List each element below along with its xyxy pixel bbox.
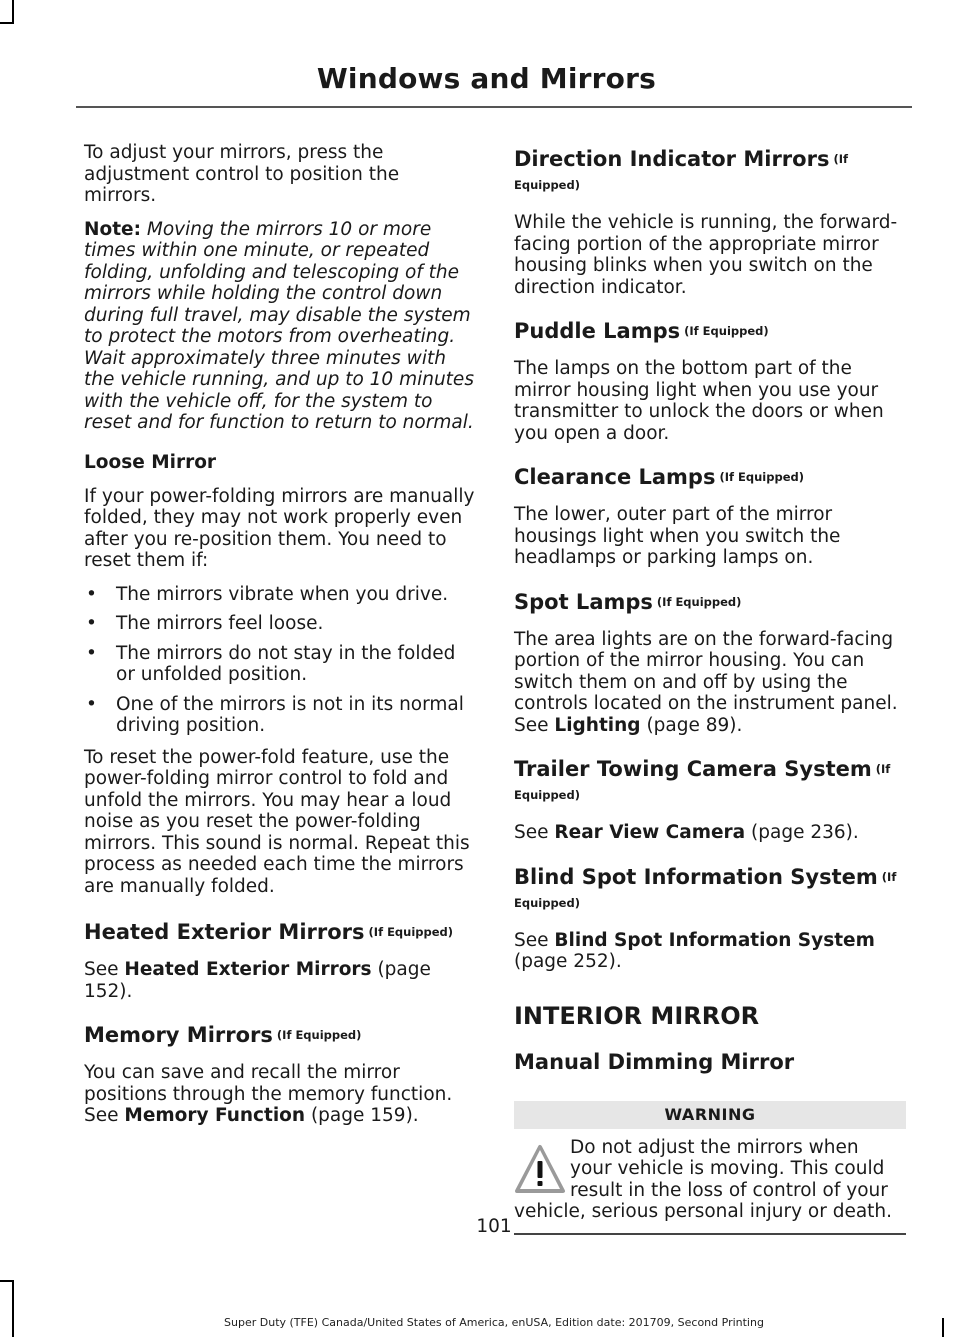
blind-spot-heading: Blind Spot Information System (If Equipped) [514, 864, 897, 910]
direction-indicator-heading: Direction Indicator Mirrors (If Equipped) [514, 147, 848, 192]
memory-function-link[interactable]: Memory Function [124, 1105, 306, 1126]
manual-dimming-heading: Manual Dimming Mirror [514, 1049, 795, 1074]
reset-conditions-list [84, 584, 476, 737]
heated-mirrors-paragraph: See Heated Exterior Mirrors (page 152). [84, 959, 431, 1002]
rear-view-camera-link[interactable]: Rear View Camera [554, 822, 746, 843]
warning-body [514, 1129, 906, 1223]
clearance-lamps-paragraph: The lower, outer part of the mirror housings light when you switch the headlamps or parking lamps on. [514, 504, 841, 568]
bullet-icon: • [86, 693, 97, 715]
heated-mirrors-link[interactable]: Heated Exterior Mirrors [124, 959, 372, 980]
trailer-camera-heading: Trailer Towing Camera System (If Equipped) [514, 757, 891, 802]
note-text: Moving the mirrors 10 or more times within one minute, or repeated folding, unfolding and telescoping of the mirrors while holding the control down during full travel, may disable the system to protect the motors from overheating. Wait approximately three minutes with the vehicle running, and up to 10 minutes with the vehicle off, for the system to reset and for function to return to normal. [84, 218, 474, 433]
direction-indicator-paragraph: While the vehicle is running, the forward-facing portion of the appropriate mirror housing blinks when you switch on the direction indicator. [514, 212, 898, 298]
crop-mark [12, 0, 14, 24]
right-column [514, 142, 906, 1235]
interior-mirror-heading: INTERIOR MIRROR [514, 1001, 760, 1030]
page-number: 101 [476, 1216, 512, 1237]
header-divider [76, 106, 912, 108]
bullet-icon: • [86, 583, 97, 605]
clearance-lamps-heading: Clearance Lamps (If Equipped) [514, 465, 804, 489]
list-item: • The mirrors vibrate when you drive. [86, 583, 449, 605]
lighting-link[interactable]: Lighting [554, 714, 641, 736]
page-title: Windows and Mirrors [316, 62, 656, 95]
warning-box [514, 1101, 906, 1235]
bullet-icon: • [86, 642, 97, 664]
blind-spot-link[interactable]: Blind Spot Information System [554, 929, 875, 951]
reset-paragraph: To reset the power-fold feature, use the power-folding mirror control to fold and unfold the mirrors. You may hear a loud noise as you reset the power-folding mirrors. This sound is normal. Repeat this process as needed each time the mirrors are manually folded. [84, 746, 470, 897]
left-column [84, 142, 476, 1139]
warning-text: Do not adjust the mirrors when your vehicle is moving. This could result in the loss of control of your vehicle, serious personal injury or death. [514, 1136, 893, 1222]
crop-mark [0, 1280, 14, 1282]
puddle-lamps-paragraph: The lamps on the bottom part of the mirror housing light when you use your transmitter to unlock the doors or when you open a door. [514, 358, 884, 444]
list-item: • The mirrors do not stay in the folded or unfolded position. [86, 642, 456, 685]
warning-triangle-icon [514, 1141, 566, 1197]
heated-mirrors-heading: Heated Exterior Mirrors (If Equipped) [84, 920, 454, 944]
list-item: • The mirrors feel loose. [86, 613, 324, 634]
trailer-camera-paragraph: See Rear View Camera (page 236). [514, 822, 859, 843]
edition-footer: Super Duty (TFE) Canada/United States of America, enUSA, Edition date: 201709, Second Printing [224, 1316, 764, 1329]
note-label: Note: [84, 218, 141, 240]
note-paragraph [84, 219, 476, 434]
puddle-lamps-heading: Puddle Lamps (If Equipped) [514, 319, 769, 343]
intro-paragraph: To adjust your mirrors, press the adjustment control to position the mirrors. [84, 142, 400, 206]
list-item: • One of the mirrors is not in its normal driving position. [86, 693, 464, 736]
blind-spot-paragraph: See Blind Spot Information System (page 252). [514, 929, 875, 972]
memory-mirrors-paragraph: You can save and recall the mirror positions through the memory function. See Memory Function (page 159). [84, 1062, 453, 1126]
bullet-icon: • [86, 613, 97, 634]
warning-label: WARNING [514, 1101, 906, 1129]
spot-lamps-paragraph: The area lights are on the forward-facing portion of the mirror housing. You can switch them on and off by using the controls located on the instrument panel. See Lighting (page 89). [514, 628, 898, 736]
loose-mirror-paragraph: If your power-folding mirrors are manually folded, they may not work properly even after you re-position them. You need to reset them if: [84, 485, 475, 571]
crop-mark [0, 22, 14, 24]
spot-lamps-heading: Spot Lamps (If Equipped) [514, 589, 742, 614]
memory-mirrors-heading: Memory Mirrors (If Equipped) [84, 1023, 362, 1047]
loose-mirror-heading: Loose Mirror [84, 451, 217, 473]
